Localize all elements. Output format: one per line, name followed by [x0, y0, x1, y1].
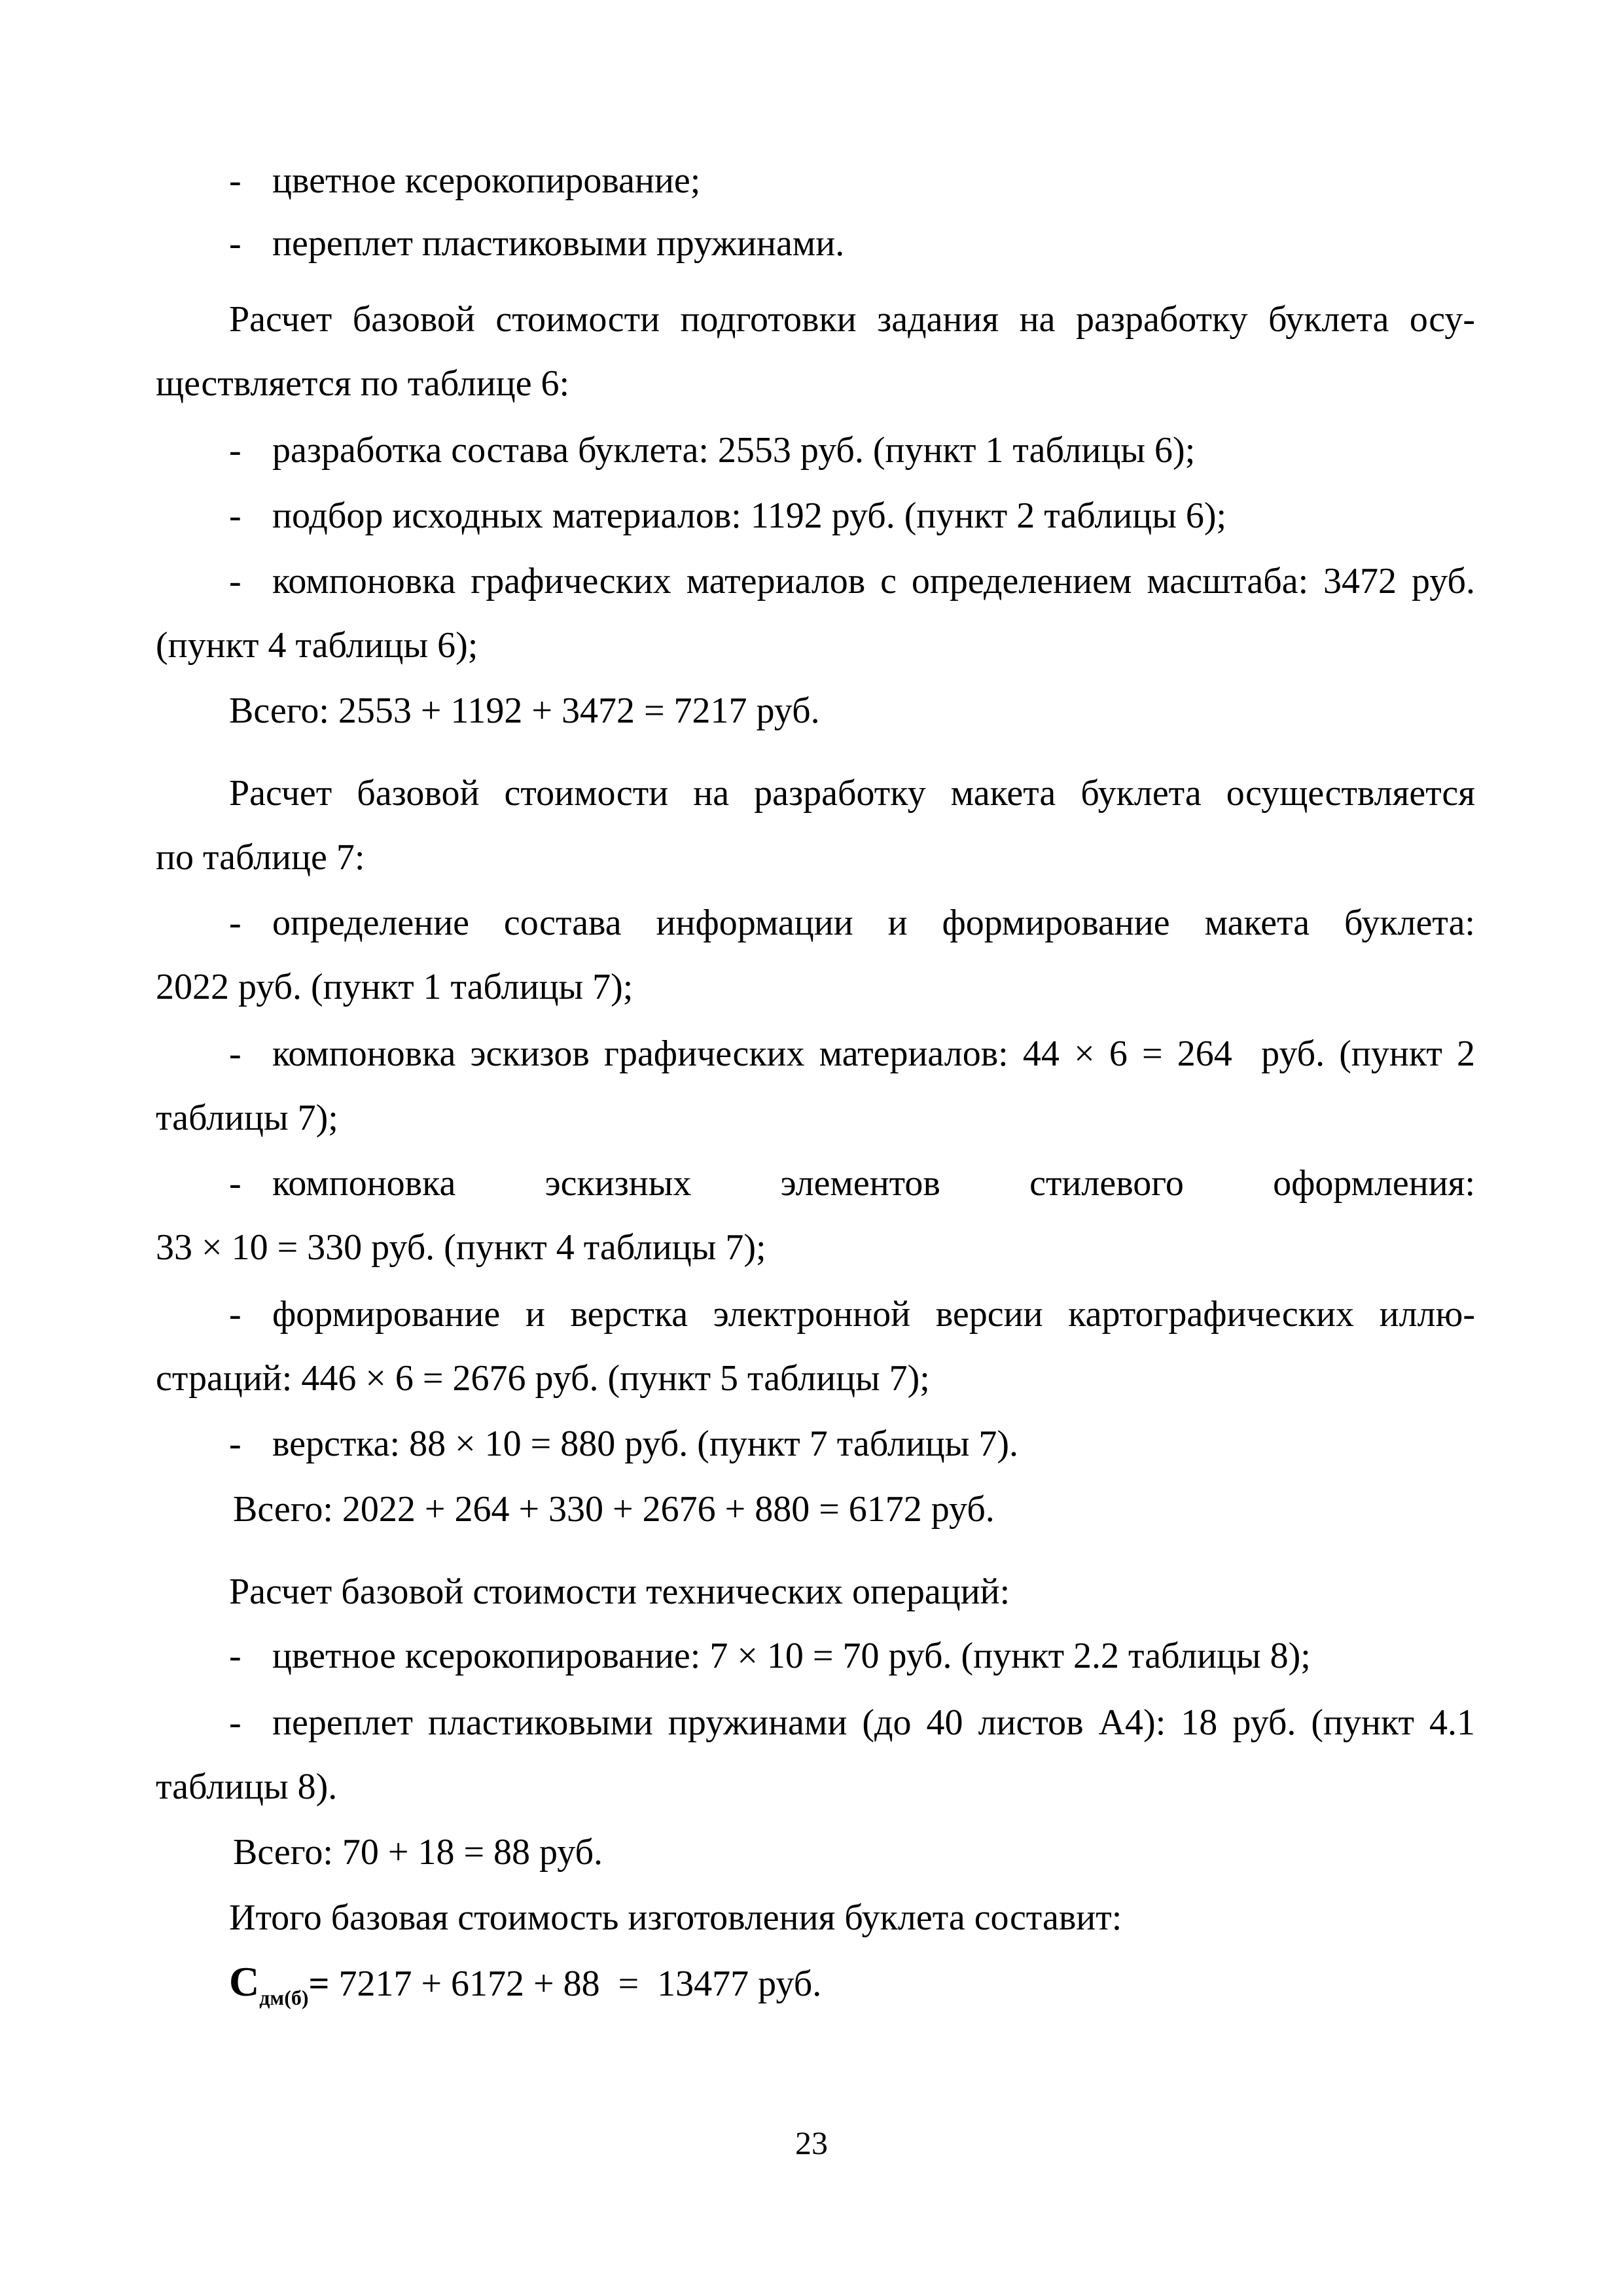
- bullet-binding-cost-line-1: - переплет пластиковыми пружинами (до 40 листов А4): 18 руб. (пункт 4.1: [229, 1699, 1475, 1746]
- bullet-color-copying: - цветное ксерокопирование;: [229, 157, 1475, 204]
- dash-marker: -: [229, 1636, 241, 1676]
- total-technical-cost: Всего: 70 + 18 = 88 руб.: [233, 1832, 603, 1873]
- total-cost-formula: [229, 1958, 1475, 2021]
- bullet-binding-cost-line-2: таблицы 8).: [156, 1767, 338, 1807]
- bullet-graphics-layout-line-1: - компоновка графических материалов с определением масштаба: 3472 руб.: [229, 558, 1475, 605]
- bullet-info-composition-line-2: 2022 руб. (пункт 1 таблицы 7);: [156, 967, 633, 1007]
- page-number: 23: [795, 2125, 828, 2161]
- total-layout-cost: Всего: 2022 + 264 + 330 + 2676 + 880 = 6172 руб.: [233, 1489, 995, 1530]
- bullet-sketch-layout-line-2: таблицы 7);: [156, 1098, 338, 1138]
- bullet-binding: - переплет пластиковыми пружинами.: [229, 220, 1475, 267]
- dash-marker: -: [229, 1424, 241, 1464]
- bullet-source-materials: - подбор исходных материалов: 1192 руб. (пункт 2 таблицы 6);: [229, 492, 1475, 539]
- formula-subscript: дм(б): [259, 1986, 309, 2009]
- paragraph-task-cost-line-2: ществляется по таблице 6:: [156, 363, 570, 404]
- paragraph-layout-cost-line-2: по таблице 7:: [156, 837, 365, 878]
- dash-marker: -: [229, 1294, 241, 1335]
- paragraph-technical-operations: Расчет базовой стоимости технических операций:: [229, 1571, 1010, 1612]
- dash-marker: -: [229, 903, 241, 943]
- bullet-electronic-version-line-2: страций: 446 × 6 = 2676 руб. (пункт 5 таблицы 7);: [156, 1358, 930, 1399]
- bullet-color-copying-cost: - цветное ксерокопирование: 7 × 10 = 70 руб. (пункт 2.2 таблицы 8);: [229, 1632, 1475, 1679]
- total-task-cost: Всего: 2553 + 1192 + 3472 = 7217 руб.: [229, 691, 820, 731]
- paragraph-task-cost-line-1: Расчет базовой стоимости подготовки задания на разработку буклета осу-: [229, 299, 1475, 340]
- dash-marker: -: [229, 561, 241, 601]
- formula-expression: 7217 + 6172 + 88 = 13477 руб.: [329, 1964, 822, 2004]
- bullet-style-elements-line-2: 33 × 10 = 330 руб. (пункт 4 таблицы 7);: [156, 1227, 766, 1268]
- dash-marker: -: [229, 160, 241, 201]
- bullet-graphics-layout-line-2: (пункт 4 таблицы 6);: [156, 625, 478, 666]
- bullet-info-composition-line-1: - определение состава информации и формирование макета буклета:: [229, 899, 1475, 946]
- bullet-style-elements-line-1: - компоновка эскизных элементов стилевого оформления:: [229, 1160, 1475, 1207]
- dash-marker: -: [229, 430, 241, 471]
- formula-symbol: С: [229, 1958, 260, 2005]
- paragraph-layout-cost-line-1: Расчет базовой стоимости на разработку макета буклета осуществляется: [229, 773, 1475, 814]
- paragraph-total-intro: Итого базовая стоимость изготовления буклета составит:: [229, 1897, 1122, 1938]
- dash-marker: -: [229, 1033, 241, 1074]
- dash-marker: -: [229, 1163, 241, 1204]
- bullet-booklet-composition: - разработка состава буклета: 2553 руб. (пункт 1 таблицы 6);: [229, 427, 1475, 474]
- bullet-electronic-version-line-1: - формирование и верстка электронной версии картографических иллю-: [229, 1291, 1475, 1338]
- bullet-sketch-layout-line-1: - компоновка эскизов графических материалов: 44 × 6 = 264 руб. (пункт 2: [229, 1030, 1475, 1077]
- dash-marker: -: [229, 495, 241, 536]
- bullet-typesetting: - верстка: 88 × 10 = 880 руб. (пункт 7 таблицы 7).: [229, 1420, 1475, 1467]
- dash-marker: -: [229, 1702, 241, 1743]
- dash-marker: -: [229, 223, 241, 264]
- formula-equals: =: [308, 1964, 330, 2004]
